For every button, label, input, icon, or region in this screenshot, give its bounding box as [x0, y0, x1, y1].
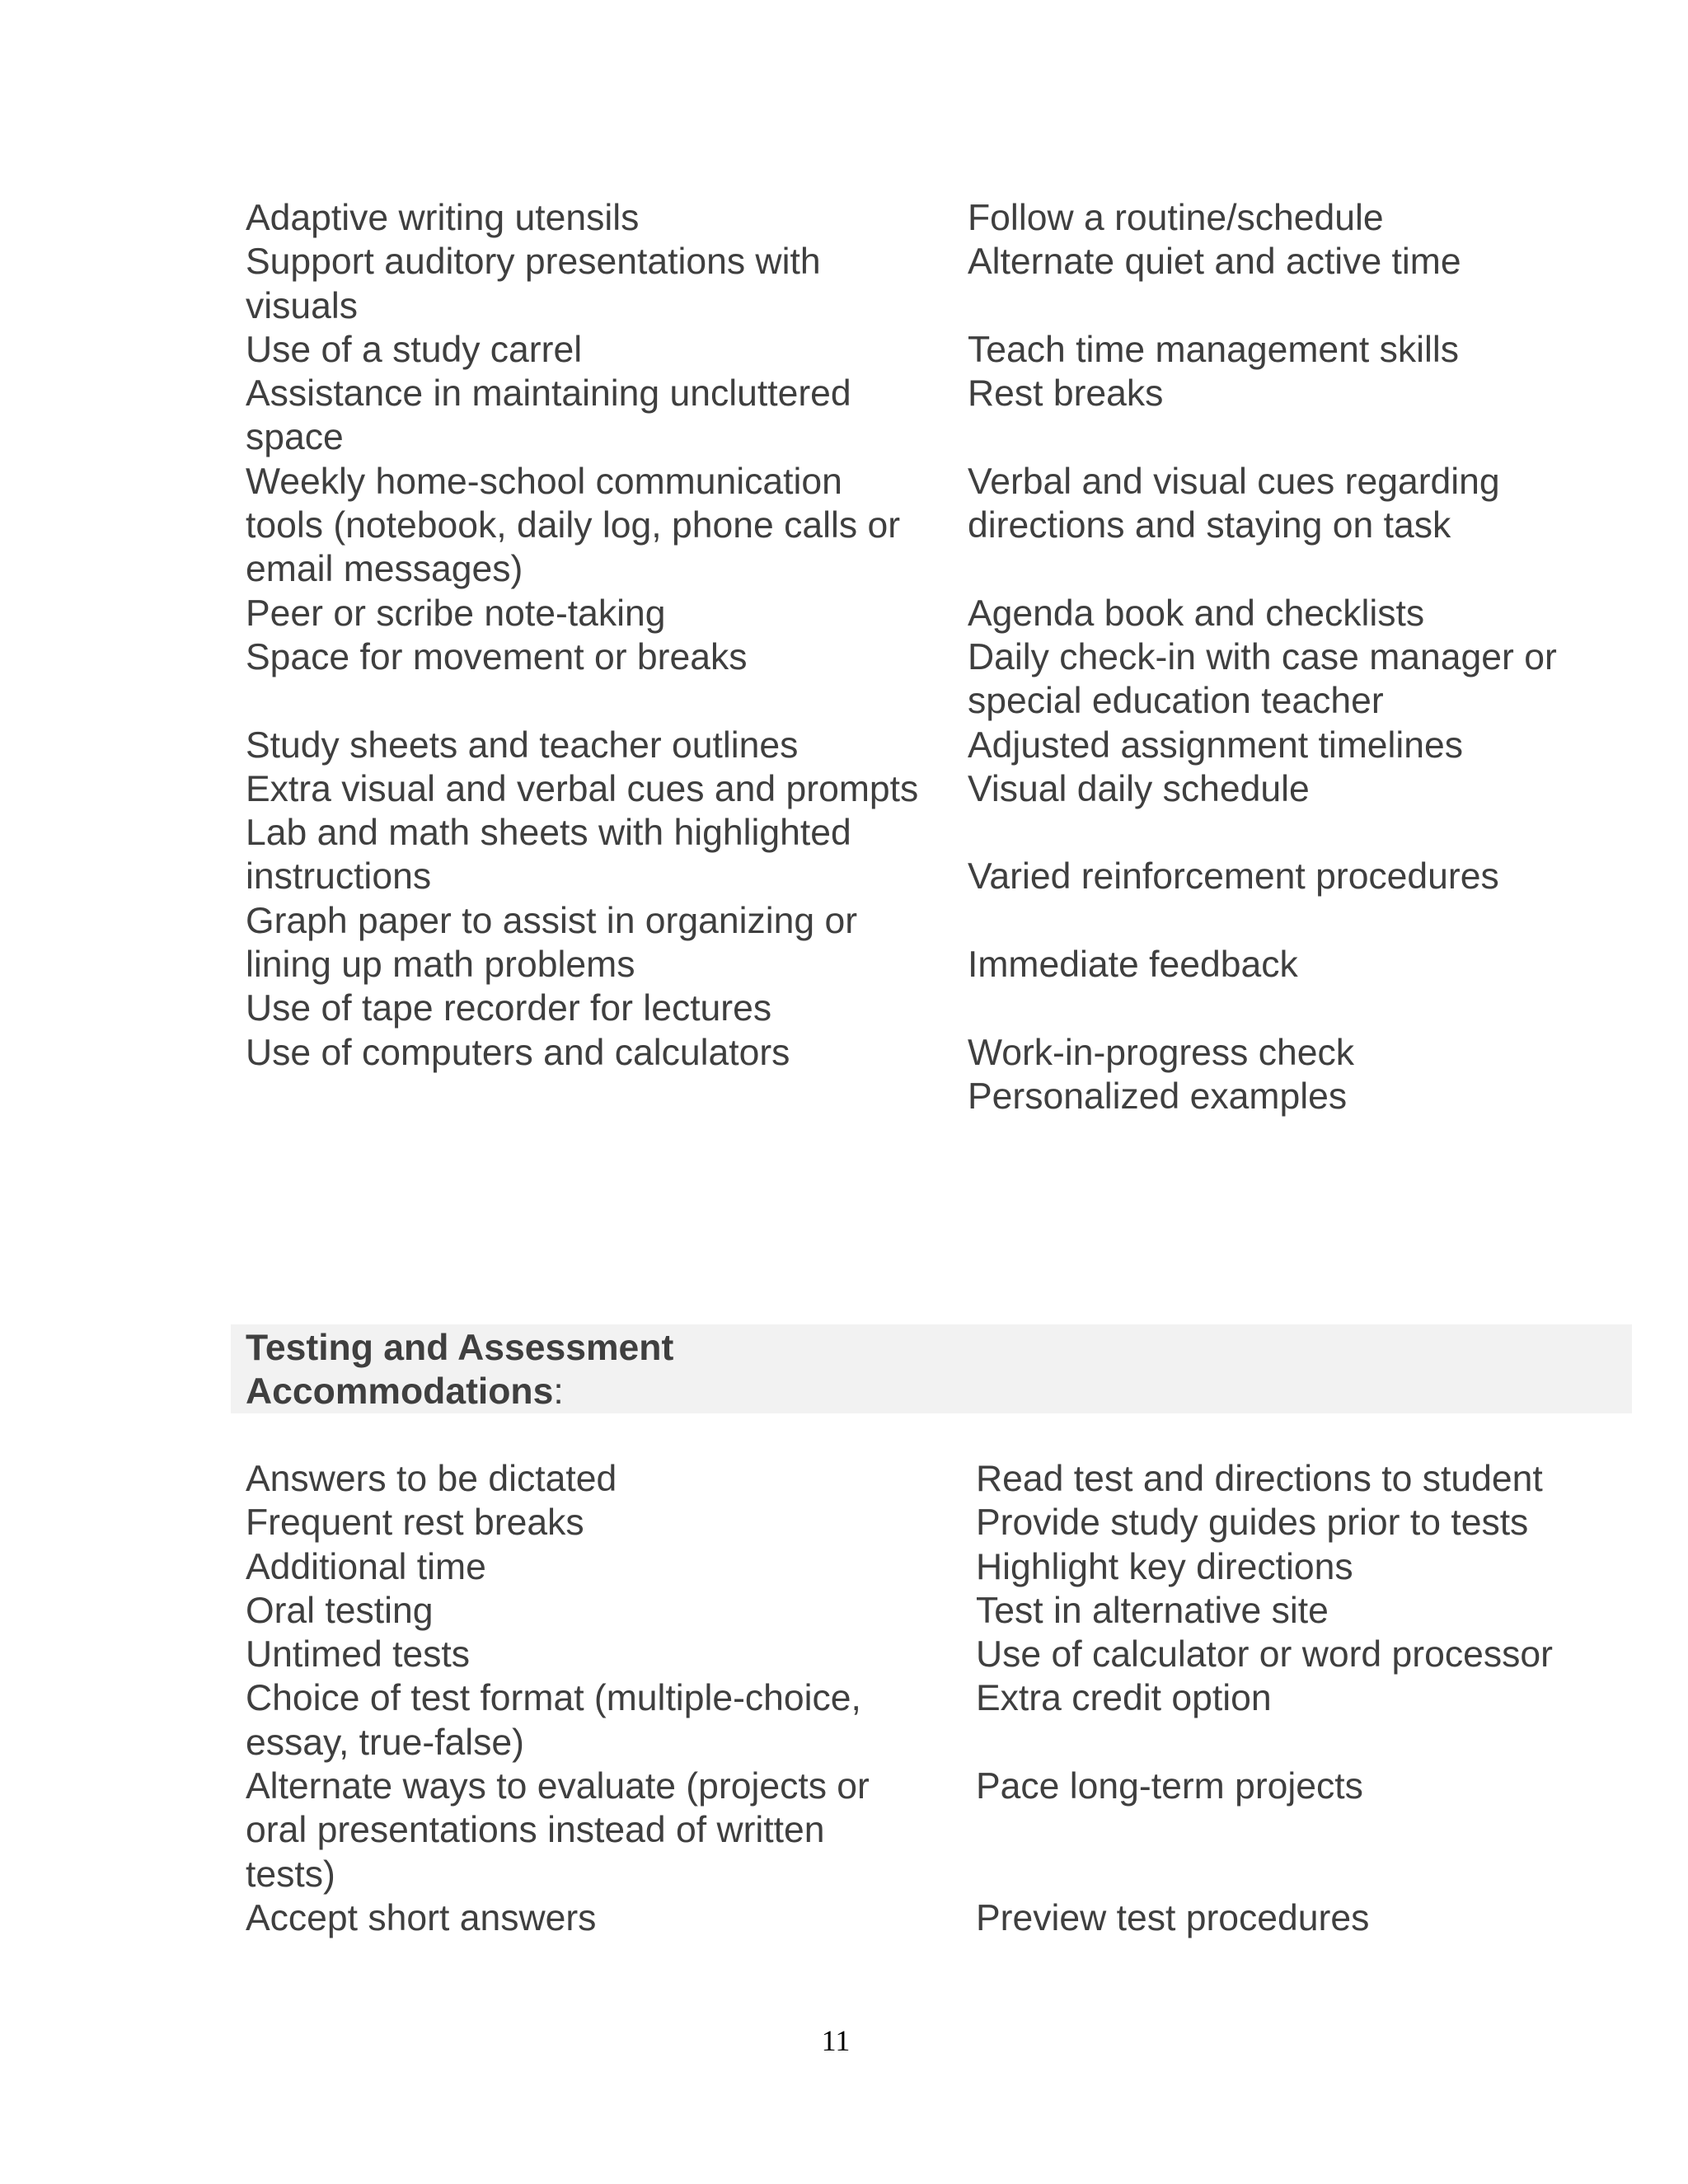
list-item: Visual daily schedule	[968, 768, 1310, 809]
list-item: Test in alternative site	[976, 1590, 1329, 1631]
list-item: Work-in-progress check	[968, 1032, 1355, 1073]
list-item: Choice of test format (multiple-choice, essay, true-false)	[246, 1678, 861, 1763]
list-item: Follow a routine/schedule	[968, 198, 1384, 238]
list-item: Read test and directions to student	[976, 1459, 1543, 1499]
list-item: Assistance in maintaining uncluttered space	[246, 373, 851, 458]
list-item: Use of a study carrel	[246, 329, 583, 370]
list-item: Alternate ways to evaluate (projects or oral presentations instead of written tests)	[246, 1766, 870, 1895]
list-item: Frequent rest breaks	[246, 1502, 584, 1544]
list-item: Peer or scribe note-taking	[246, 593, 666, 634]
list-item: Additional time	[246, 1546, 486, 1587]
list-item: Extra visual and verbal cues and prompts	[246, 768, 919, 809]
list-item: Daily check-in with case manager or special education teacher	[968, 636, 1557, 722]
accommodations-left-column	[246, 196, 921, 1075]
testing-left-column	[246, 1457, 921, 1940]
list-item: Untimed tests	[246, 1634, 471, 1675]
list-item: Use of computers and calculators	[246, 1032, 790, 1073]
list-item: Verbal and visual cues regarding directions and staying on task	[968, 461, 1500, 546]
list-item: Varied reinforcement procedures	[968, 856, 1499, 898]
list-item: Study sheets and teacher outlines	[246, 724, 799, 766]
list-item: Adjusted assignment timelines	[968, 724, 1464, 766]
section-title	[246, 1326, 823, 1414]
list-item: Teach time management skills	[968, 329, 1460, 370]
list-item: Lab and math sheets with highlighted instructions	[246, 813, 851, 898]
list-item: Graph paper to assist in organizing or lining up math problems	[246, 900, 858, 986]
list-item: Highlight key directions	[976, 1546, 1353, 1587]
list-item: Pace long-term projects	[976, 1766, 1363, 1807]
list-item: Rest breaks	[968, 373, 1164, 415]
list-item: Weekly home-school communication tools (notebook, daily log, phone calls or email messages)	[246, 461, 901, 590]
list-item: Provide study guides prior to tests	[976, 1502, 1529, 1544]
section-title-suffix: :	[553, 1371, 564, 1413]
list-item: Adaptive writing utensils	[246, 198, 640, 238]
list-item: Extra credit option	[976, 1678, 1272, 1719]
list-item: Use of tape recorder for lectures	[246, 988, 772, 1029]
list-item: Support auditory presentations with visuals	[246, 241, 821, 326]
list-item: Use of calculator or word processor	[976, 1634, 1553, 1675]
list-item: Personalized examples	[968, 1076, 1348, 1117]
page-number: 11	[821, 2024, 851, 2057]
list-item: Preview test procedures	[976, 1897, 1370, 1938]
list-item: Accept short answers	[246, 1897, 597, 1938]
list-item: Space for movement or breaks	[246, 636, 748, 677]
section-title-bold: Testing and Assessment Accommodations	[246, 1328, 674, 1413]
list-item: Answers to be dictated	[246, 1459, 617, 1499]
testing-right-column	[976, 1457, 1619, 1940]
list-item: Oral testing	[246, 1590, 434, 1631]
list-item: Immediate feedback	[968, 944, 1298, 986]
list-item: Agenda book and checklists	[968, 593, 1425, 634]
section-header-testing	[231, 1324, 1632, 1413]
accommodations-right-column	[968, 196, 1611, 1118]
list-item: Alternate quiet and active time	[968, 241, 1461, 283]
